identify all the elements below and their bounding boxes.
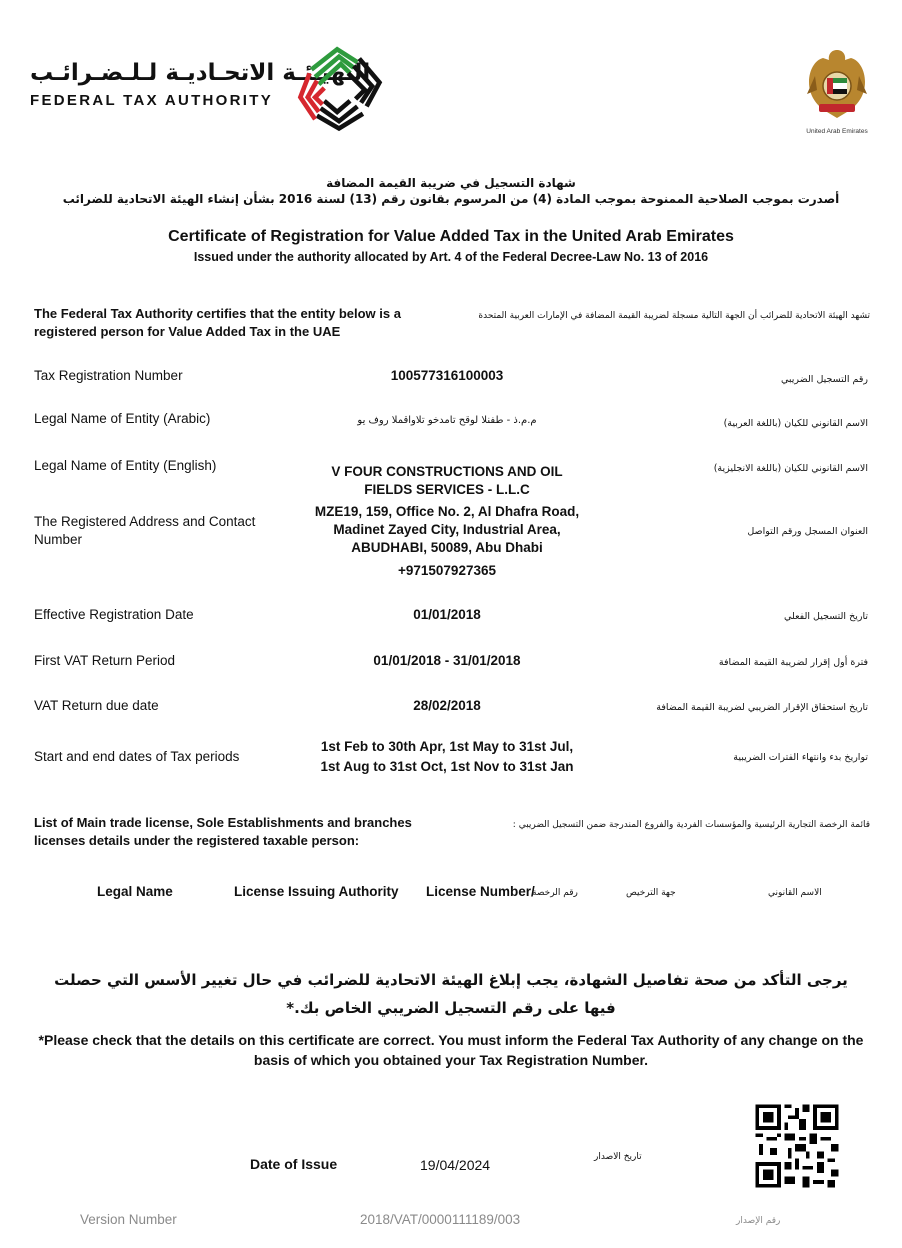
authority-name-arabic: الـهيـئـة الاتحـاديـة لـلـضـرائـب <box>30 60 371 86</box>
effective-date-label-arabic: تاريخ التسجيل الفعلي <box>784 611 868 622</box>
tax-periods-label: Start and end dates of Tax periods <box>34 749 240 764</box>
address-label-arabic: العنوان المسجل ورقم التواصل <box>747 526 868 537</box>
first-return-label: First VAT Return Period <box>34 653 176 668</box>
notice-english: *Please check that the details on this certificate are correct. You must inform the Federal Tax Authority of any change on the basis of which you obtained your Tax Registration Number. <box>38 1032 864 1068</box>
trn-label-arabic: رقم التسجيل الضريبي <box>780 374 868 385</box>
trn-label: Tax Registration Number <box>34 368 183 383</box>
column-legal-name-arabic: الاسم القانوني <box>768 888 822 898</box>
uae-emblem-icon <box>805 46 869 122</box>
certificate-subtitle: Issued under the authority allocated by Art. 4 of the Federal Decree-Law No. 13 of 2016 <box>193 250 709 264</box>
title-arabic: شهادة التسجيل في ضريبة القيمة المضافة <box>326 176 576 190</box>
return-due-label: VAT Return due date <box>34 698 159 713</box>
certify-statement-arabic: تشهد الهيئة الاتحادية للضرائب أن الجهة التالية مسجلة لضريبة القيمة المضافة في الإمارات العربية المتحدة <box>478 311 870 321</box>
return-due-value: 28/02/2018 <box>413 698 481 713</box>
fta-logo-icon <box>293 42 385 134</box>
contact-number: +971507927365 <box>398 563 496 578</box>
effective-date-label: Effective Registration Date <box>34 607 194 622</box>
legal-name-english-value: V FOUR CONSTRUCTIONS AND OIL FIELDS SERVICES - L.L.C <box>331 464 563 497</box>
legal-name-english-label-ar: الاسم القانوني للكيان (باللغة الانجليزية) <box>713 463 868 474</box>
version-number-value: 2018/VAT/0000111189/003 <box>360 1212 521 1227</box>
tax-periods-value-line1: 1st Feb to 30th Apr, 1st May to 31st Jul, <box>320 739 574 754</box>
legal-name-english-label: Legal Name of Entity (English) <box>34 458 217 473</box>
qr-code-icon <box>752 1100 842 1192</box>
legal-name-arabic-label-ar: الاسم القانوني للكيان (باللغة العربية) <box>723 418 868 429</box>
address-value: MZE19, 159, Office No. 2, Al Dhafra Road, Madinet Zayed City, Industrial Area, ABUDHABI, 50089, Abu Dhabi <box>314 504 580 555</box>
certificate-title: Certificate of Registration for Value Added Tax in the United Arab Emirates <box>168 228 734 245</box>
column-license-number: License Number/ <box>426 884 535 899</box>
effective-date-value: 01/01/2018 <box>413 607 481 622</box>
column-legal-name: Legal Name <box>97 884 173 899</box>
tax-periods-label-arabic: تواريخ بدء وانتهاء الفترات الضريبية <box>733 752 868 763</box>
uae-caption: United Arab Emirates <box>806 128 868 135</box>
date-of-issue-value: 19/04/2024 <box>420 1157 491 1173</box>
authority-name-english: FEDERAL TAX AUTHORITY <box>30 92 274 109</box>
address-label: The Registered Address and Contact Number <box>34 514 256 547</box>
version-number-label: Version Number <box>80 1212 177 1227</box>
column-license-number-arabic: رقم الرخصة <box>532 888 578 898</box>
column-license-authority: License Issuing Authority <box>234 884 399 899</box>
legal-name-arabic-value: م.م.ذ - طفنلا لوقح تامدخو تلاواقملا روف يو <box>357 415 537 426</box>
column-license-authority-arabic: جهة الترخيص <box>626 888 676 898</box>
license-list-heading-arabic: قائمة الرخصة التجارية الرئيسية والمؤسسات الفردية والفروع المندرجة ضمن التسجيل الضريبي : <box>512 820 870 830</box>
subtitle-arabic: أصدرت بموجب الصلاحية الممنوحة بموجب المادة (4) من المرسوم بقانون رقم (13) لسنة 2016 بشأن إنشاء الهيئة الاتحادية للضرائب <box>62 192 840 206</box>
tax-periods-value-line2: 1st Aug to 31st Oct, 1st Nov to 31st Jan <box>320 759 574 774</box>
legal-name-arabic-label: Legal Name of Entity (Arabic) <box>34 411 211 426</box>
date-of-issue-label: Date of Issue <box>250 1156 338 1172</box>
trn-value: 100577316100003 <box>390 368 504 383</box>
notice-arabic: يرجى التأكد من صحة تفاصيل الشهادة، يجب إبلاغ الهيئة الاتحادية للضرائب في حال تغيير الأسس التي حصلت فيها على رقم التسجيل الضريبي الخاص بك.* <box>54 971 848 1017</box>
first-return-value: 01/01/2018 - 31/01/2018 <box>373 653 521 668</box>
date-of-issue-label-arabic: تاريخ الاصدار <box>594 1152 642 1162</box>
certify-statement: The Federal Tax Authority certifies that the entity below is a registered person for Value Added Tax in the UAE <box>34 306 401 339</box>
version-number-label-arabic: رقم الإصدار <box>736 1216 781 1226</box>
license-list-heading: List of Main trade license, Sole Establishments and branches licenses details under the registered taxable person: <box>34 815 412 848</box>
first-return-label-arabic: فترة أول إقرار لضريبة القيمة المضافة <box>718 657 868 668</box>
return-due-label-arabic: تاريخ استحقاق الإقرار الضريبي لضريبة القيمة المضافة <box>656 702 868 713</box>
